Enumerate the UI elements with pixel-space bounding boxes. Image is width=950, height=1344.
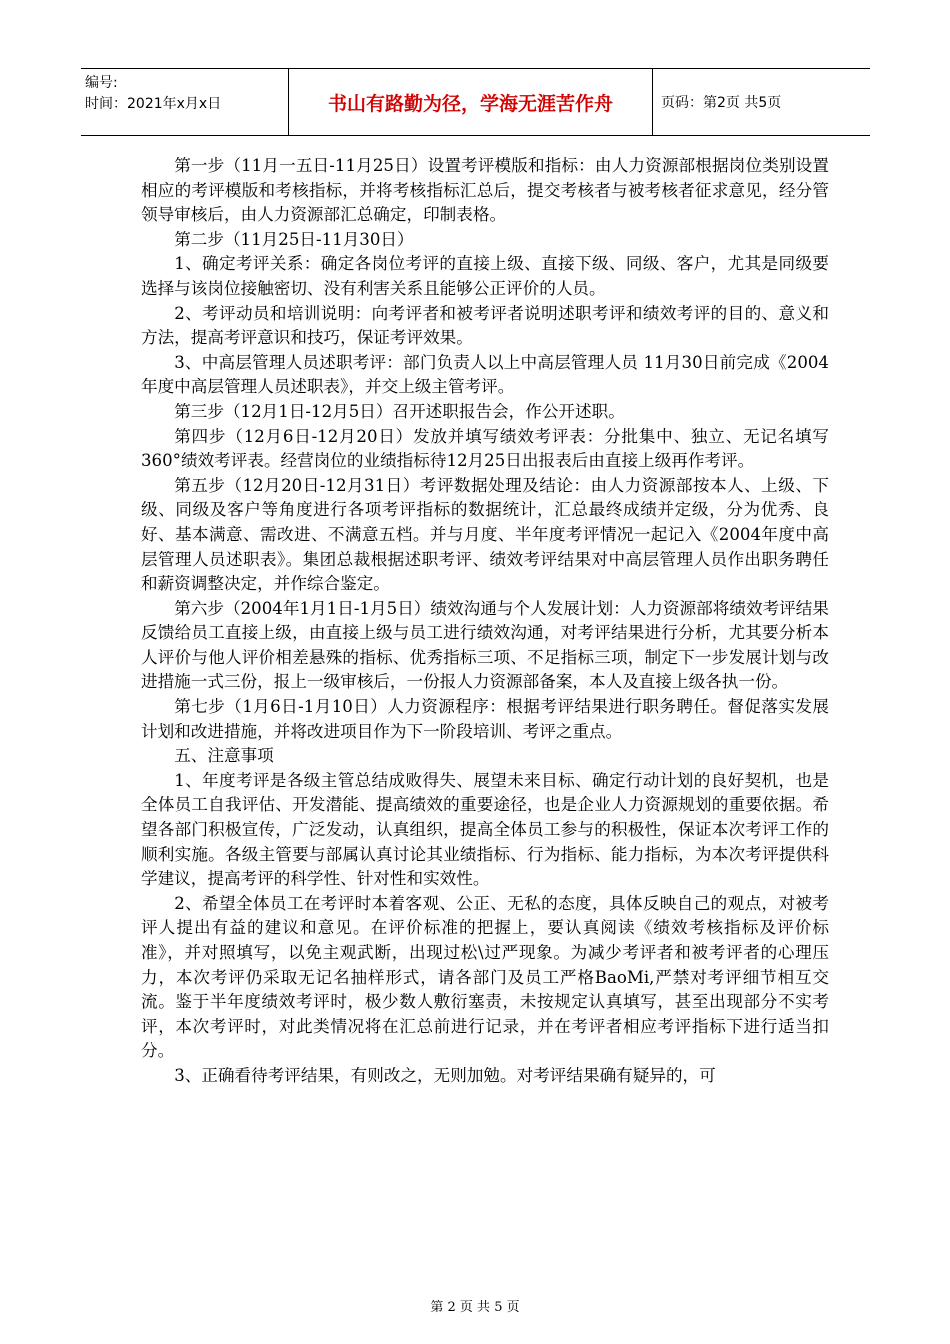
paragraph: 1、确定考评关系：确定各岗位考评的直接上级、直接下级、同级、客户，尤其是同级要选择与该岗位接触密切、没有利害关系且能够公正评价的人员。 xyxy=(141,254,829,298)
document-number-label: 编号: xyxy=(85,75,118,91)
paragraph: 第一步（11月一五日-11月25日）设置考评模版和指标：由人力资源部根据岗位类别设置相应的考评模版和考核指标，并将考核指标汇总后，提交考核者与被考核者征求意见，经分管领导审核后，由人力资源部汇总确定，印制表格。 xyxy=(141,156,829,225)
page-footer: 第 2 页 共 5 页 xyxy=(430,1300,520,1315)
paragraph: 2、希望全体员工在考评时本着客观、公正、无私的态度，具体反映自己的观点，对被考评人提出有益的建议和意见。在评价标准的把握上，要认真阅读《绩效考核指标及评价标准》，并对照填写，以免主观武断，出现过松\过严现象。为减少考评者和被考评者的心理压力，本次考评仍采取无记名抽样形式，请各部门及员工严格BaoMi,严禁对考评细节相互交流。鉴于半年度绩效考评时，极少数人敷衍塞责，未按规定认真填写，甚至出现部分不实考评，本次考评时，对此类情况将在汇总前进行记录，并在考评者相应考评指标下进行适当扣分。 xyxy=(141,893,829,1061)
paragraph: 第三步（12月1日-12月5日）召开述职报告会，作公开述职。 xyxy=(174,401,625,421)
paragraph: 第四步（12月6日-12月20日）发放并填写绩效考评表：分批集中、独立、无记名填写360°绩效考评表。经营岗位的业绩指标待12月25日出报表后由直接上级再作考评。 xyxy=(141,426,829,471)
document-body xyxy=(141,154,829,1089)
header-meta xyxy=(81,69,289,135)
paragraph: 2、考评动员和培训说明：向考评者和被考评者说明述职考评和绩效考评的目的、意义和方法，提高考评意识和技巧，保证考评效果。 xyxy=(141,303,829,348)
header-motto: 书山有路勤为径，学海无涯苦作舟 xyxy=(289,69,653,135)
paragraph: 第六步（2004年1月1日-1月5日）绩效沟通与个人发展计划：人力资源部将绩效考评结果反馈给员工直接上级，由直接上级与员工进行绩效沟通，对考评结果进行分析，尤其要分析本人评价与他人评价相差悬殊的指标、优秀指标三项、不足指标三项，制定下一步发展计划与改进措施一式三份，报上一级审核后，一份报人力资源部备案，本人及直接上级各执一份。 xyxy=(141,598,829,692)
page-header xyxy=(81,68,870,136)
paragraph: 3、中高层管理人员述职考评：部门负责人以上中高层管理人员 11月30日前完成《2004年度中高层管理人员述职表》，并交上级主管考评。 xyxy=(141,352,829,397)
paragraph: 第二步（11月25日-11月30日） xyxy=(174,229,414,249)
paragraph: 3、正确看待考评结果，有则改之，无则加勉。对考评结果确有疑异的，可 xyxy=(174,1065,716,1085)
document-date: 时间：2021年x月x日 xyxy=(85,96,222,112)
paragraph: 第五步（12月20日-12月31日）考评数据处理及结论：由人力资源部按本人、上级、下级、同级及客户等角度进行各项考评指标的数据统计，汇总最终成绩并定级，分为优秀、良好、基本满意、需改进、不满意五档。并与月度、半年度考评情况一起记入《2004年度中高层管理人员述职表》。集团总裁根据述职考评、绩效考评结果对中高层管理人员作出职务聘任和薪资调整决定，并作综合鉴定。 xyxy=(141,475,829,594)
header-page-info: 页码：第2页 共5页 xyxy=(661,95,782,111)
section-heading: 五、注意事项 xyxy=(174,746,274,766)
paragraph: 1、年度考评是各级主管总结成败得失、展望未来目标、确定行动计划的良好契机，也是全体员工自我评估、开发潜能、提高绩效的重要途径，也是企业人力资源规划的重要依据。希望各部门积极宣传，广泛发动，认真组织，提高全体员工参与的积极性，保证本次考评工作的顺利实施。各级主管要与部属认真讨论其业绩指标、行为指标、能力指标，为本次考评提供科学建议，提高考评的科学性、针对性和实效性。 xyxy=(141,770,829,889)
paragraph: 第七步（1月6日-1月10日）人力资源程序：根据考评结果进行职务聘任。督促落实发展计划和改进措施，并将改进项目作为下一阶段培训、考评之重点。 xyxy=(141,697,829,741)
